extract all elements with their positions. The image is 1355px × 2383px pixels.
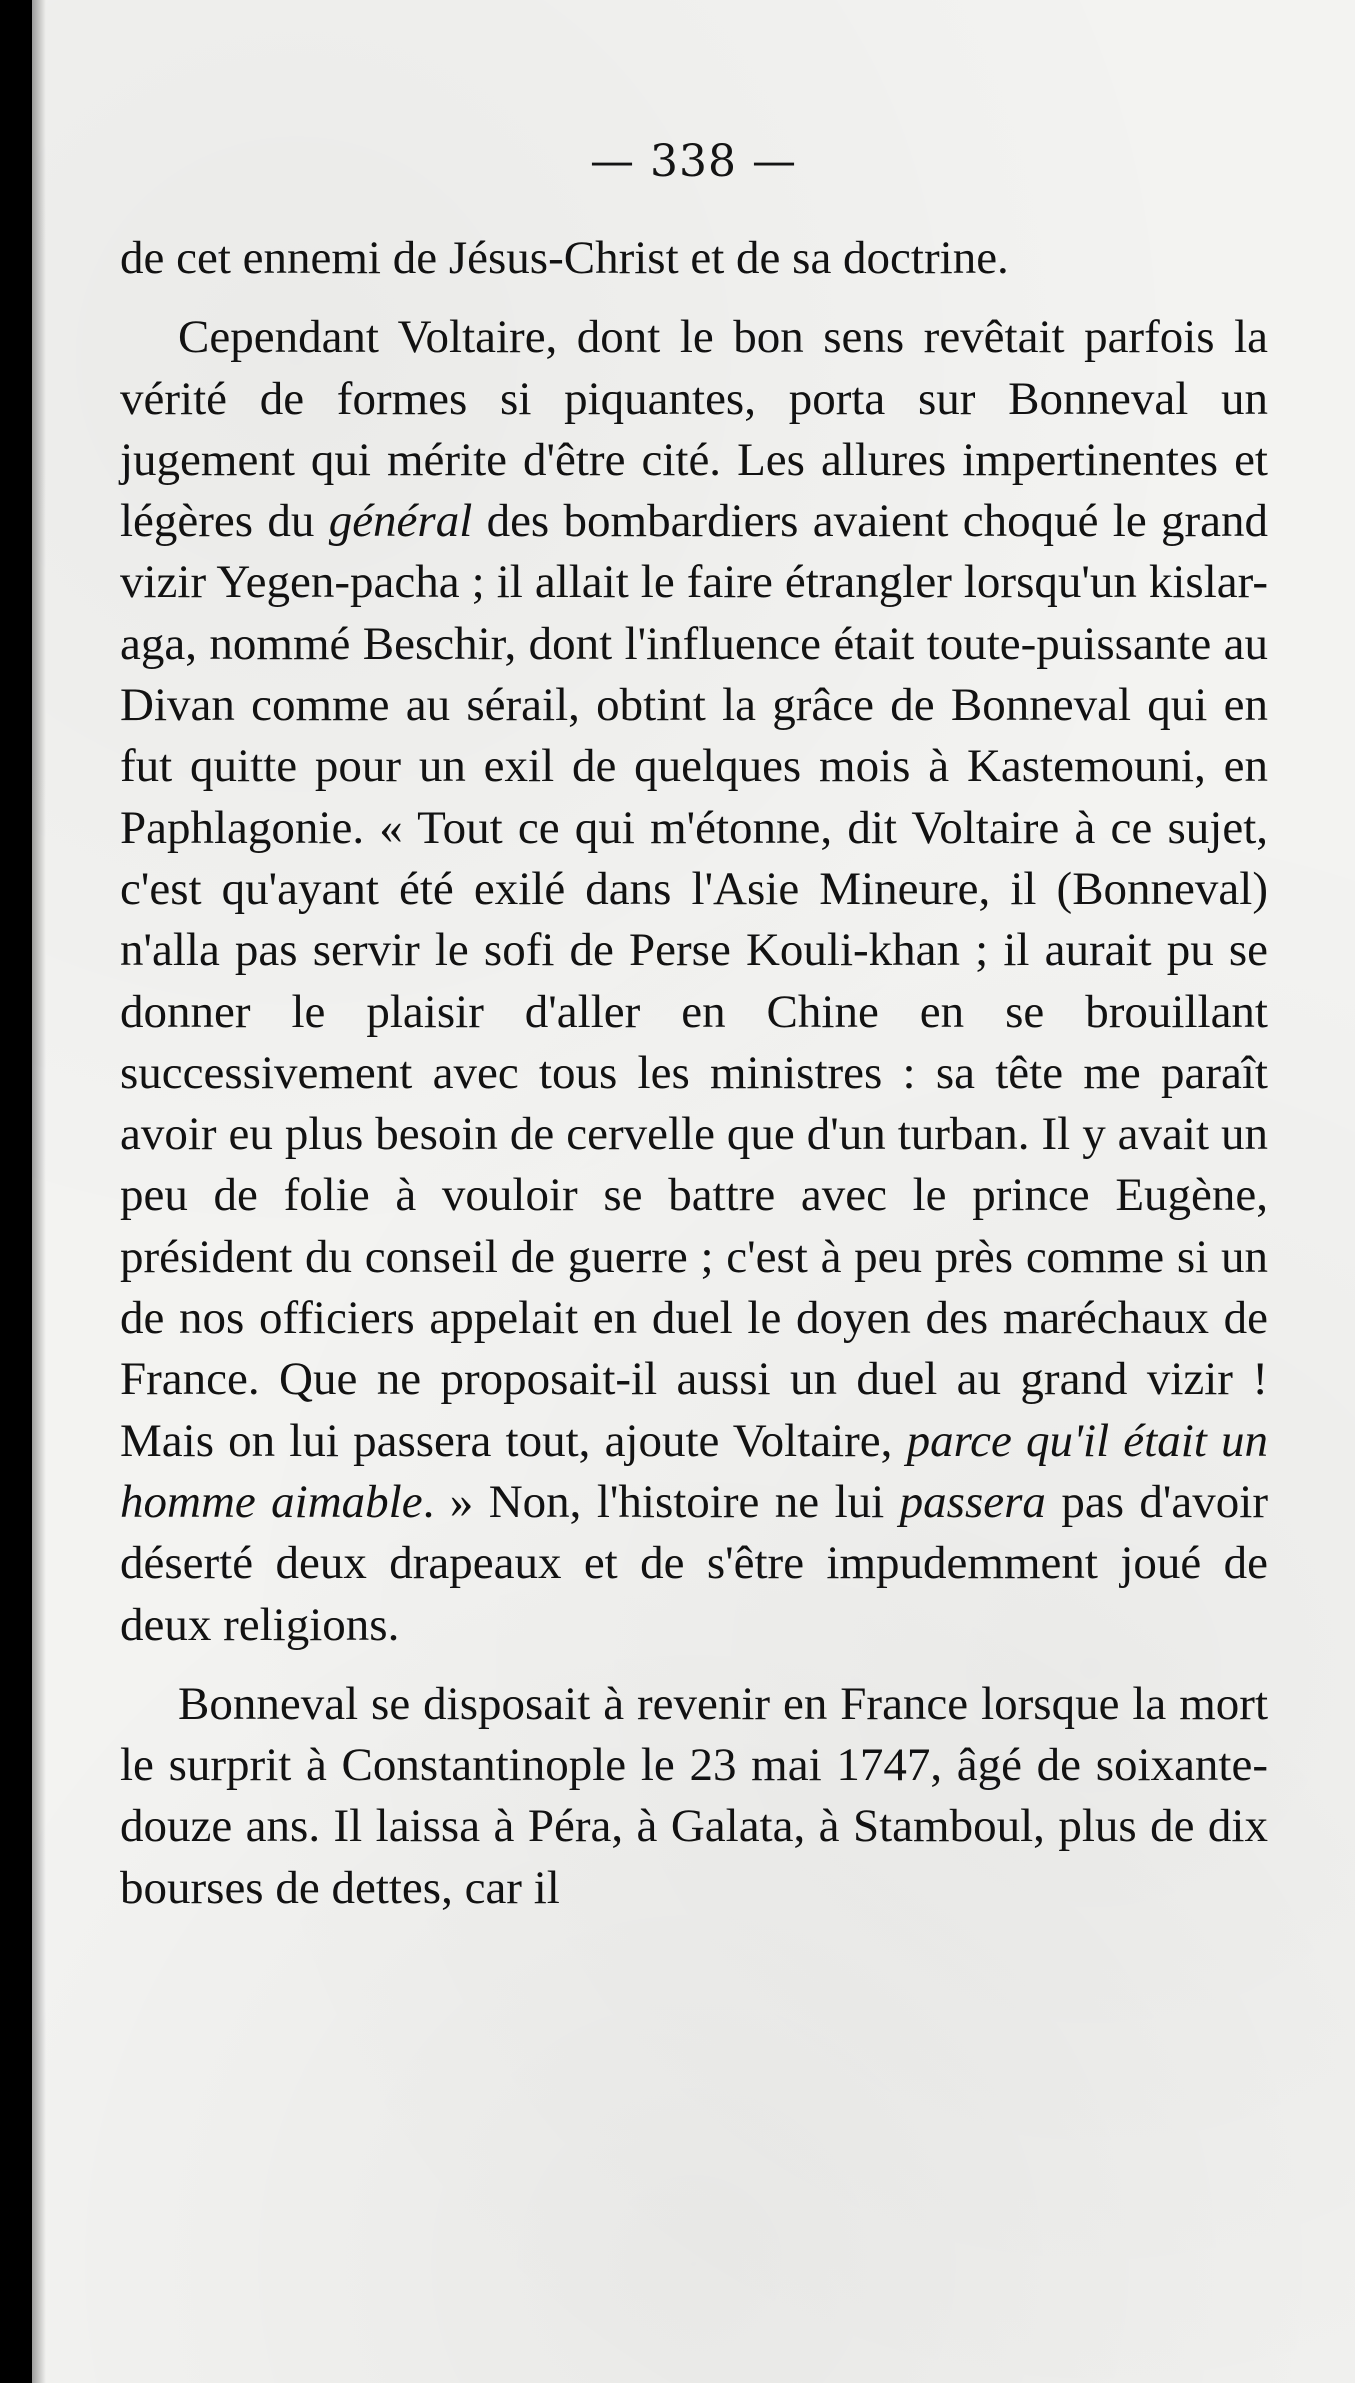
text-run: Cependant Voltaire, dont le bon sens revêtait parfois la vérité de formes si piquantes, porta sur Bonneval un jugement qui mérite d'être cité. Les allures impertinentes et légères du (120, 311, 1268, 548)
italic-phrase: général (328, 495, 473, 548)
paragraph (120, 228, 1268, 289)
text-run: Bonneval se disposait à revenir en France lorsque la mort le surprit à Constantinople le 23 mai 1747, âgé de soixante-douze ans. Il laissa à Péra, à Galata, à Stamboul, plus de dix bourses de dettes, car il (120, 1677, 1268, 1914)
paragraph (120, 1674, 1268, 1919)
body-text (120, 228, 1268, 1919)
text-run: pas d'avoir déserté deux drapeaux et de s'être impudemment joué de deux religions. (120, 1475, 1268, 1651)
italic-phrase: parce qu'il était un homme aimable (120, 1414, 1268, 1528)
italic-phrase: passera (899, 1475, 1046, 1528)
text-run: . » Non, l'histoire ne lui (422, 1475, 900, 1528)
text-run: des bombardiers avaient choqué le grand vizir Yegen-pacha ; il allait le faire étrangler lorsqu'un kislar-aga, nommé Beschir, dont l'influence était toute-puissante au Divan comme au sérail, obtint la grâce de Bonneval qui en fut quitte pour un exil de quelques mois à Kastemouni, en Paphlagonie. « Tout ce qui m'étonne, dit Voltaire à ce sujet, c'est qu'ayant été exilé dans l'Asie Mineure, il (Bonneval) n'alla pas servir le sofi de Perse Kouli-khan ; il aurait pu se donner le plaisir d'aller en Chine en se brouillant successivement avec tous les ministres : sa tête me paraît avoir eu plus besoin de cervelle que d'un turban. Il y avait un peu de folie à vouloir se battre avec le prince Eugène, président du conseil de guerre ; c'est à peu près comme si un de nos officiers appelait en duel le doyen des maréchaux de France. Que ne proposait-il aussi un duel au grand vizir ! Mais on lui passera tout, ajoute Voltaire, (120, 495, 1268, 1467)
page-number-header: — 338 — (590, 136, 797, 187)
page-gutter-shadow (32, 0, 46, 2383)
text-run: de cet ennemi de Jésus-Christ et de sa doctrine. (120, 232, 1009, 284)
book-page (32, 0, 1355, 2383)
paragraph (120, 307, 1268, 1656)
